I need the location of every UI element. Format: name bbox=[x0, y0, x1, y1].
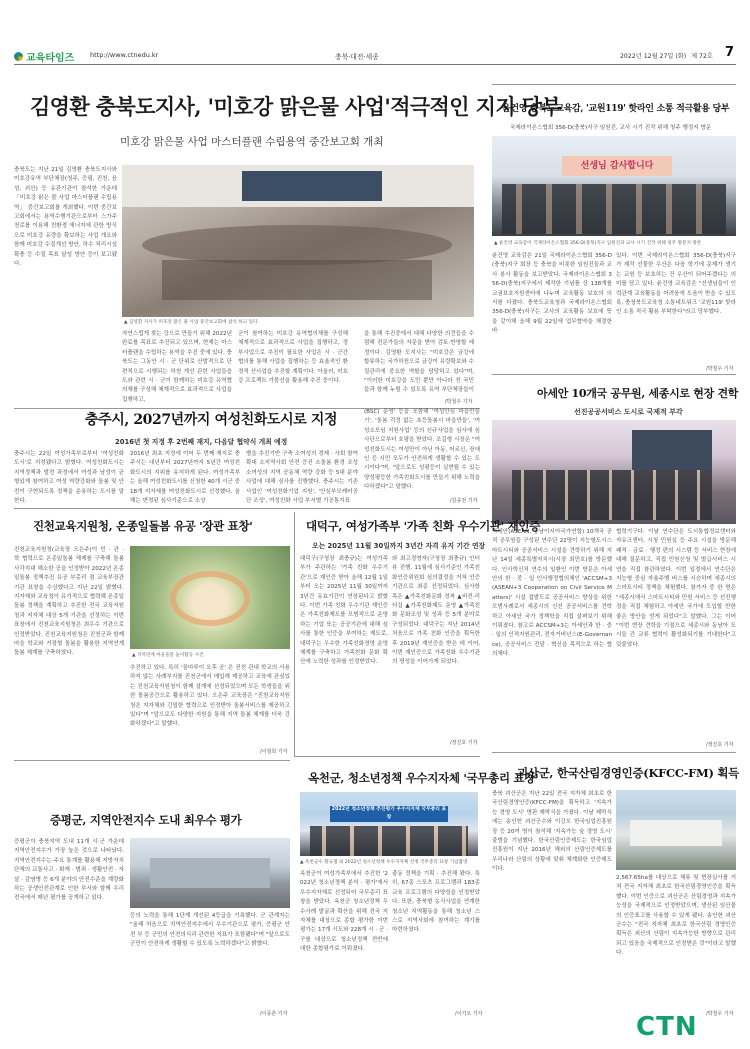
article2-banner: 선생님 감사합니다 bbox=[562, 156, 672, 176]
article2-caption: ▲ 윤건영 교육감이 국제라이온스협회 356-D(충북)지구 임원진과 교사 시기 진작 위해 청주 방문지 방문 bbox=[494, 241, 702, 246]
divider bbox=[492, 374, 736, 375]
divider bbox=[492, 84, 736, 85]
article1-byline: /박철우 기자 bbox=[445, 399, 473, 405]
article7-byline: /이기오 기자 bbox=[455, 1011, 483, 1017]
article8-byline: /박철우 기자 bbox=[706, 1011, 734, 1017]
article4-headline: 아세안 10개국 공무원, 세종시로 현장 견학 bbox=[537, 387, 739, 400]
article7-col1: 옥천군이 여성가족부에서 추진한 '2022년 청소년정책 분석 · 평가'에서 우수지자체로 선정되어 국무총리 표창을 받았다. 옥천군 청소년정책 우수사례 발굴과 확산을 위해 전국 지자체를 대상으로 종합 평가한 이번 평가는 17개 시도와 228개 시 · 군 · 구를 대상으로 청소년정책 전반에 대한 종합평가로 이뤄졌다. bbox=[300, 871, 388, 953]
article1-col1: 충북도는 지난 21일 김영환 충북도지사와 미호강유역 부단체장(청주, 증평, 진천, 음성, 괴산) 등 유관기관이 참석한 가운데 「미호강 맑은 물 사업 마스터플랜 수립용역」 중간보고회를 개최했다. 이번 중간보고회에서는 용역수행기관으로부터 스가주천로를 이용해 친환경 에너지에 관한 방식으로 미호강 유량을 확보하는 사업 개요와 함께 미호강 수질개선 방안, 하수 처리시설 확충 등 수질 목표 달성 방안 등이 보고됐다. bbox=[14, 167, 117, 268]
footer-logo: CTN bbox=[636, 1012, 698, 1042]
page-number: 7 bbox=[725, 45, 735, 60]
article3-col3: 별을 추진기반 구축 소여성의 경제 · 사회 참여 확대 소지역사회 안전 증진 소돌봄 환경 조성 소여성의 지역 공동체 역량 강화 등 5대 분야 사업에 대해 심사를 진행했다. 충주시는 기존 사업인 '여성친화기업 지원', '안심부모케어공단 조성', 여성친화 사업 부서별 기공통지표 bbox=[246, 451, 358, 504]
article9-photo bbox=[130, 838, 290, 908]
article2-photo bbox=[492, 136, 736, 236]
article3-col4: (BSC) 운영' 등을 포함해 '여성안심 마을만들기', '돌봄 걱정 없는 초등돌봄시 마을만들', '여성소모임 지원사업' 등의 신규사업을 심사에 심사단으로부터 호평을 받았다. 조길형 시장은 "여성친화도시는 여성만이 아닌 아동, 어르신, 장애인 등 시민 모두가 안전하게 생활할 수 있는 도시이다"며, "앞으로도 성평등이 실현될 수 있는 양성평등한 가족친화도시를 만들기 위해 노력을 다하겠다"고 말했다. bbox=[364, 409, 480, 491]
divider bbox=[294, 512, 295, 756]
article5-headline: 진천교육지원청, 온종일돌봄 유공 '장관 표창' bbox=[33, 519, 253, 533]
article6-col2: 와 최고경영자(구청장 최충규) 인터뷰 진행, 11월에 심사기준인 가족친화인증위원회 심의결정을 거쳐 인증기관으로 최종 선정되었다. 심사항목은 ▲가족친화문화 정착 ▲비전·리더십 ▲가족친화제도 운영 ▲가족친화 문화조성 및 성과 등 5개 분야로 구성되었다. 대덕구는 지난 2014년 처음으로 가족 친화 인증을 획득한 후 2019년 재인증을 받은 데 이어, 이번 재인증으로 가족친화 우수기관의 명성을 이어가게 되었다. bbox=[392, 556, 480, 666]
article8-col1: 충북 괴산군은 지난 22일 전국 지자체 최초로 한국산림경영인증(KFCC-FM)을 획득하고 '지속가능 경영 도시' 명판 제막식을 가졌다. 이날 제막식에는 송인헌 괴산군수와 이강오 한국임업진흥원장 등 20여 명이 참석해 '지속가능 숲 경영 도시' 출범을 기념했다. 한국산림인증제도는 한국임업진흥원이 지난 2016년 해외의 산림인증제도를 우리나라 산림의 상황에 맞춰 체계화한 인증제도이다. bbox=[492, 791, 612, 873]
article1-subhead: 미호강 맑은물 사업 마스터플랜 수립용역 중간보고회 개최 bbox=[120, 136, 384, 148]
article7-caption: ▲ 옥천군수 황규철 외 2022년 청소년정책 우수지자체 선정 국무총리 표창 기념촬영 bbox=[300, 860, 468, 865]
divider bbox=[14, 508, 480, 509]
article3-col2: 2016년 최초 지정에 이어 두 번째 재지로 충주시는 내년부터 2027년까지 5년간 여성친화도시의 지위를 유지하게 된다. 여성가족부는 올해 여성친화도시를 신청한 40개 시군 중 18개 지자체를 여성친화도시로 선정했다. 올해는 변경된 심사기준으로 소상 bbox=[130, 451, 240, 504]
article5-col1: 진천교육지원청(교육장 오은주)이 민 · 관 · 학 협력으로 온종일돌봄 체제를 구축해 돌봄사각지대 해소한 공을 인정받아 2022년 온종일돌봄 정책추진 유공 부총리 겸 교육부장관 기관 표창을 수상했다고 지난 22일 밝혔다. 지자체와 교육청이 유기적으로 협력해 온종일돌봄 정책을 계획하고 추진한 전국 교육지원청과 지자체 대상 5개 기관을 선정하는 이번 표창에서 진천교육지원청은 최우수 기관으로 인정받았다. 진천교육지원청은 진천군과 함께 마을 학교와 거점형 돌봄을 활용한 지역연계 돌봄 체계를 구축하였다. bbox=[14, 547, 124, 657]
logo-icon bbox=[14, 52, 23, 61]
article9-col1: 증평군이 충북지역 도내 11개 시·군 가운데 지역안전지수가 가장 높은 것으로 나타났다. 지역안전지수는 주요 통계를 활용해 지방자치단체의 교통사고 · 화재 · 범죄 · 생활안전 · 자살 · 감염병 등 6개 분야의 안전수준을 계량화하는 공생안전관계로 인한 부서와 함께 우리 전국에서 매년 평가를 공개하고 있다. bbox=[14, 839, 124, 902]
article7-col2: 출동 정책을 기획 · 추진해 왔다. 특히, 67종 스포츠 프로그램과 183종 교육 프로그램의 다양성을 인정받았다. 또한, 충북형 농식사업을 연계한 청소년 지역활동을 통해 청소년 스스로 지역사회에 참여하는 계기를 마련하였다. bbox=[392, 871, 480, 934]
article8-col2: 2,567.65ha를 대상으로 체류 및 현장실사를 거쳐 전국 지자체 최초로 한국산림경영인증을 획득했다. 이번 인증으로 괴산군은 산림경영과 지속가능성을 국제적으로 인정받았으며, 생산된 임산물의 인증표고를 사용할 수 있게 됐다. 송인헌 괴산군수는 "전국 지자체 최초로 한국산림 경영인증 획득은 괴산의 산림이 지속가능한 방향으로 관리되고 있음을 국제적으로 인정받은 것"이라고 말했다. bbox=[616, 875, 736, 957]
header-issue: 제 72호 bbox=[691, 53, 713, 60]
article7-headline: 옥천군, 청소년정책 우수지자체 '국무총리 표창' bbox=[308, 771, 539, 785]
article6-byline: /정진호 기자 bbox=[450, 740, 478, 746]
article6-col1: 대덕구(구청장 최충규)는 여성가족부가 주관하는 '가족 친화 우수기관'으로 재인증 받아 올해 12월 1일부터 오는 2025년 11월 30일까지 3년간 유효기간이 연장된다고 밝혔다. 이번 가족 친화 우수기관 재인증은 가족친화제도를 모범적으로 운영하는 기업 또는 공공기관에 대해 심사를 통한 인증을 부여하는 제도로, 대덕구는 우수한 가족친화경영 운영체계를 구축하고 가족친화 문화 확산에 노력한 성과를 인정받았다. bbox=[300, 556, 388, 666]
article1-caption: ▲ 김영환 지사가 미호강 맑은 물 사업 중간보고회에 참석 하고 있다. bbox=[124, 320, 259, 325]
article4-byline: /정진호 기자 bbox=[706, 742, 734, 748]
article7-photo bbox=[300, 792, 478, 856]
article1-headline: 김영환 충북도지사, '미호강 맑은물 사업'적극적인 지지 당부 bbox=[30, 94, 562, 119]
article1-photo bbox=[122, 165, 474, 317]
article9-col2: 등의 노력을 통해 1단계 개선된 4등급을 기록했다. 군 관계자는 "올해 처음으로 지역안전지수에서 우수기관으로 평가, 증평군 안전 부 등 군민의 안전의식과 관련한 지표가 포함됐다"며 "앞으로도 군민이 안전하게 생활할 수 있도록 노력하겠다"고 밝혔다. bbox=[130, 913, 290, 948]
divider bbox=[492, 752, 736, 753]
article3-subhead: 2016년 첫 지정 후 2번째 재지, 다음달 협약식 개최 예정 bbox=[115, 438, 288, 446]
article9-headline: 증평군, 지역안전지수 도내 최우수 평가 bbox=[50, 813, 242, 827]
article4-col2: 협력기구다. 이날 연수단은 도시통합정보센터와 자유크센터, 시청 민원실 등 주요 시설을 방문해 쾌적 · 금료 · 행정 편의 시스템 등 서비스 현장에 대해 질문하고, 직접 민원신청 및 발급서비스 시연을 직접 참관하였다. 이번 일정에서 연수단은 지능형 중심 자율주행 버스를 시승하며 세종시의 스마트시티 정책을 체험했다. 참가자 중 한 명은 "세종시에서 스마트시티와 민원 서비스 등 선진행정을 직접 체험하고 아세안 국가에 도입할 만한 좋은 방안을 얻게 되었다"고 말했다. 그는 이어 "이번 현장 견학을 기점으로 세종시와 동남아 도시들 간 교류 협력이 활성화되기를 기대한다"고 덧붙였다. bbox=[616, 529, 736, 648]
article1-col2: 자연스럽게 찾는 강으로 만들기 위해 2022년 완료를 목표로 추진되고 있으며, 현재는 마스터플랜을 수립하는 용역을 추진 중에 있다. 충북도는 그동안 시 · 군 단위로 산발적으로 단편적으로 시행되는 하천 개선 관련 사업들을 도와 관련 시 · 군이 함께하는 미호강 유역협의체를 구성해 체계적으로 효과적으로 사업을 집행하고, bbox=[122, 331, 232, 403]
header-rule bbox=[14, 64, 736, 65]
article3-headline: 충주시, 2027년까지 여성친화도시로 지정 bbox=[85, 412, 338, 428]
article6-subhead: 오는 2025년 11월 30일까지 3년간 자격 유지 기간 연장 bbox=[312, 542, 486, 550]
article4-col1: 아세안(ASEAN, 동남아시아국가연합) 10개국 공적 공무원들 구성된 연수단 22명이 지능형도시스마트시티와 공공서비스 시설을 견학하기 위해 지난 14일 세종특별자치시(시장 최민호)를 방문했다. 인사혁신처 연수의 일환인 이번 방문은 아세안의 한 · 중 · 일 인사행정협의체인 'ACCSM+3(ASEAN+3 Cooperation on Civil Service Matters)' 시설 접발도로 공공서비스 향상을 위한 모범사례로서 세종시의 신선 공공서비스를 견학하고 아세안 국가 정책학을 직접 살펴보기 위해 이뤄졌다. 참고로 ACCSM+3는 아세안과 한 · 중 · 일의 인적자원관리, 전자거버넌스(E-Governance), 공공서비스 전달 · 혁신을 목적으로 하는 협의체다. bbox=[492, 529, 612, 658]
article1-col4-body: 을 통해 추진중에서 대해 다양한 의견들을 수렴해 전문가들의 자문을 받아 검토·반영할 예정이다. 김영환 도지사는 "미호강은 금강에 합류하는 국가하천으로 금강이 유량확보와 수질관리에 중요한 역할을 담당하고 있다"며, "이러한 미호강을 도민 뿐만 아니라 전 국민들과 함께 누릴 수 있도록 유역 부단체장들이 bbox=[364, 331, 474, 394]
divider bbox=[294, 756, 480, 757]
article8-headline: 괴산군, 한국산림경영인증(KFCC-FM) 획득 bbox=[517, 766, 739, 780]
header-date: 2022년 12월 27일 (화) bbox=[620, 53, 687, 60]
article2-col2: 있다. 이번 국제라이온스협회 356-D(충북)지구가 제작 선물한 우산은 다음 학기에 문제가 생기는 교원 등 보호하는 건 우산이 되어주겠다는 의미를 담고 있다. 윤건영 교육감은 "선생님들이 인력관계 교육활동을 어려움에 도움이 받을 수 있도록, 충청북도교육청 소통네트워크 '교원119' 핫라인 소통 적극 활용 부탁한다"라고 당부했다. bbox=[616, 253, 736, 316]
article3-col1: 충주시는 22일 여성가족부로부터 '여성친화도시'로 지정됐다고 밝혔다. 여성친화도시는 지역정책과 발전 과정에서 여성과 남성이 균형있게 참여하고 여성 역량강화와 돌봄 및 안전이 구현되도록 정책을 운용하는 도시를 말한다. bbox=[14, 451, 124, 504]
article7-banner: 2022년 청소년정책 추진평가 우수지자체 국무총리 표창 bbox=[331, 807, 447, 820]
article4-photo bbox=[492, 420, 736, 524]
article8-photo bbox=[616, 790, 736, 870]
article5-photo bbox=[130, 546, 290, 649]
article9-byline: /이종흔 기자 bbox=[260, 1011, 288, 1017]
article3-byline: /김종천 기자 bbox=[450, 498, 478, 504]
masthead-logo: 교육타임즈 bbox=[14, 49, 74, 64]
article5-caption: ▲ 지역연계 마을돌봄 놀이활동 사진 bbox=[132, 653, 204, 658]
article6-headline: 대덕구, 여성가족부 '가족 친화 우수기관' 재인증 bbox=[306, 519, 541, 533]
article2-subhead: 국제라이온스협회 356-D(충북)지구 임원진, 교사 시기 진작 위해 청주 행정지 방문 bbox=[510, 125, 712, 131]
article4-subhead: 선진공공서비스 도시로 국제적 부각 bbox=[574, 408, 683, 416]
article2-headline: 윤건영 충북도교육감, '교원119' 핫라인 소통 적극활용 당부 bbox=[502, 104, 730, 114]
header-url[interactable]: http://www.ctnedu.kr bbox=[90, 51, 159, 59]
article5-byline: /이철희 기자 bbox=[260, 749, 288, 755]
article2-byline: /박철우 기자 bbox=[706, 366, 734, 372]
article2-col1: 윤건영 교육감은 21일 국제라이온스협회 356-D(충북)지구 회장 등 충북을 비롯한 임원진들과 교사 봉사 활동을 보고받았다. 국제라이온스협회 356-D(충북)지구에서 제작한 기념품 상 138개를 교권보호지원센터에 나누며 교육활동 보호의 의지를 다졌다. 충북도교육청과 국제라이온스협회 356-D(충북)지구는 교사의 교육활동 보호에 뜻을 같이해 올해 9월 22일에 업무협약을 체결한 바 bbox=[492, 253, 612, 335]
header-section: 충북·대전·세종 bbox=[335, 53, 379, 61]
header-date-issue bbox=[620, 51, 713, 60]
article5-col2: 추진하고 있다. 특히 '꿈마루이 오후 공' 은 진천 관내 학교의 사용하지 않는 사례부지를 진천군에서 매입해 제공하고 교육에 관심있는 진천교육지원청이 함께 설계에 선정되었으며 모든 학생들을 위한 돌봄공간으로 활용하고 있다. 오은주 교육장은 "진천교육지원청은 지자체와 긴밀한 협력으로 인정받아 돌봄서비스를 제공하고 있다"며 "앞으로도 다양한 지원을 통해 지역 돌봄 체계를 더욱 강화하겠다"고 말했다. bbox=[130, 665, 290, 728]
article1-col3: 군이 참여하는 미호강 유역협의체를 구성해 체계적으로 효과적으로 사업을 집행하고, 정부사업으로 추진이 필요한 사업은 시 · 군간 협의를 통해 사업을 집행하는 등 효율적인 환경적 선사업을 추진할 계획이다. 아울러, 미호강 프로젝트 가뭄선을 활용해 추진 중이다. bbox=[238, 331, 348, 385]
divider bbox=[14, 760, 290, 761]
